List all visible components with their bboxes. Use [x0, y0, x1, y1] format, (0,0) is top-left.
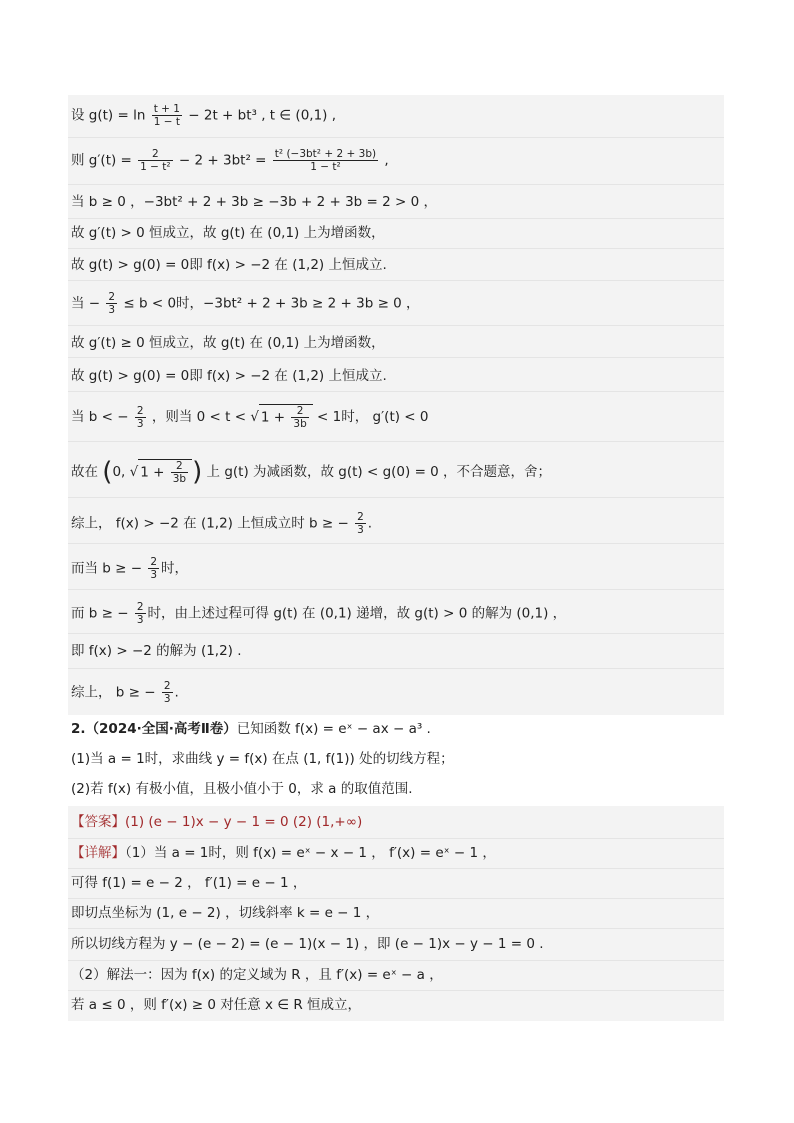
- detail-line-5: （2）解法一：因为 f(x) 的定义域为 R ，且 f′(x) = eˣ − a ，: [71, 967, 443, 983]
- fraction: [355, 511, 366, 536]
- solution-line-4: 故 g′(t) > 0 恒成立，故 g(t) 在 (0,1) 上为增函数，: [71, 225, 385, 241]
- numerator: t + 1: [153, 103, 180, 115]
- problem-2-stem: [71, 720, 431, 738]
- numerator: 2: [136, 404, 144, 417]
- text: − 2 + 3bt² =: [174, 152, 271, 169]
- solution-line-10: [71, 459, 551, 485]
- paren: (: [102, 457, 113, 487]
- text: 综上， b ≥ −: [71, 684, 160, 701]
- fraction: [148, 556, 159, 581]
- text: 综上， f(x) > −2 在 (1,2) 上恒成立时 b ≥ −: [71, 515, 354, 532]
- divider: [68, 184, 724, 185]
- text: ，则当 0 < t <: [147, 409, 251, 425]
- text: （1）当 a = 1时，则 f(x) = eˣ − x − 1 ， f′(x) = eˣ − 1 ，: [125, 845, 496, 861]
- detail-line-6: 若 a ≤ 0 ，则 f′(x) ≥ 0 对任意 x ∈ R 恒成立，: [71, 997, 362, 1013]
- text: 上 g(t) 为减函数，故 g(t) < g(0) = 0 ，不合题意，舍；: [202, 464, 552, 480]
- denominator: 3: [136, 614, 144, 626]
- sqrt-sign: √: [250, 409, 259, 425]
- fraction: [291, 405, 308, 430]
- answer-tag: 【答案】: [71, 814, 125, 830]
- detail-line-3: 即切点坐标为 (1, e − 2) ，切线斜率 k = e − 1 ，: [71, 905, 380, 921]
- sqrt: [259, 404, 313, 430]
- denominator: 3: [357, 524, 364, 536]
- divider: [68, 497, 724, 498]
- solution-line-12: [71, 556, 188, 581]
- text: 设 g(t) = ln: [71, 107, 150, 124]
- divider: [68, 218, 724, 219]
- divider: [68, 633, 724, 634]
- fraction: [106, 291, 117, 316]
- denominator: 3: [136, 417, 144, 430]
- text: 1 +: [140, 464, 169, 481]
- numerator: 2: [138, 148, 172, 161]
- divider: [68, 960, 724, 961]
- solution-line-11: [71, 511, 372, 536]
- divider: [68, 357, 724, 358]
- numerator: 2: [357, 511, 364, 523]
- solution-line-2: [71, 148, 389, 173]
- divider: [68, 898, 724, 899]
- text: 时，由上述过程可得 g(t) 在 (0,1) 递增，故 g(t) > 0 的解为 (0,1) ，: [147, 605, 567, 622]
- text: ,: [380, 152, 389, 169]
- numerator: 2: [108, 291, 116, 303]
- sqrt-sign: √: [129, 464, 139, 480]
- denominator: 3: [150, 569, 158, 581]
- text: − 2t + bt³ , t ∈ (0,1) ,: [183, 107, 337, 124]
- divider: [68, 137, 724, 138]
- text: 则 g′(t) =: [71, 152, 137, 169]
- text: 而 b ≥ −: [71, 605, 133, 622]
- text: 故在: [71, 464, 103, 480]
- divider: [68, 928, 724, 929]
- fraction: [162, 680, 173, 705]
- solution-line-6: [71, 291, 420, 316]
- divider: [68, 990, 724, 991]
- denominator: 3: [108, 304, 116, 316]
- divider: [68, 391, 724, 392]
- paren: ): [192, 457, 203, 487]
- text: .: [367, 515, 373, 532]
- text: 而当 b ≥ −: [71, 560, 147, 577]
- denominator: 1 − t²: [140, 161, 171, 173]
- divider: [68, 589, 724, 590]
- fraction: [171, 460, 188, 485]
- fraction: [138, 148, 172, 173]
- divider: [68, 248, 724, 249]
- answer-line: [71, 813, 362, 831]
- solution-line-8: 故 g(t) > g(0) = 0即 f(x) > −2 在 (1,2) 上恒成立.: [71, 368, 387, 384]
- detail-tag: 【详解】: [71, 845, 125, 861]
- fraction: [273, 148, 378, 173]
- text: 时，: [161, 560, 189, 577]
- problem-source: （2024·全国·高考Ⅱ卷）: [85, 721, 237, 737]
- divider: [68, 441, 724, 442]
- numerator: t² (−3bt² + 2 + 3b): [274, 148, 377, 160]
- detail-line-2: 可得 f(1) = e − 2 ， f′(1) = e − 1 ，: [71, 875, 307, 891]
- solution-line-1: [71, 103, 336, 128]
- problem-2-part-1: (1)当 a = 1时，求曲线 y = f(x) 在点 (1, f(1)) 处的切线方程；: [71, 751, 454, 767]
- divider: [68, 668, 724, 669]
- solution-line-7: 故 g′(t) ≥ 0 恒成立，故 g(t) 在 (0,1) 上为增函数，: [71, 335, 385, 351]
- numerator: 2: [136, 601, 144, 613]
- text: ≤ b < 0时，−3bt² + 2 + 3b ≥ 2 + 3b ≥ 0 ，: [119, 295, 420, 312]
- numerator: 2: [171, 460, 188, 473]
- text: 当 −: [71, 295, 105, 312]
- divider: [68, 325, 724, 326]
- denominator: 3b: [172, 473, 187, 485]
- solution-line-3: 当 b ≥ 0 ，−3bt² + 2 + 3b ≥ −3b + 2 + 3b = 2 > 0 ，: [71, 194, 438, 210]
- numerator: 2: [291, 405, 308, 418]
- solution-line-13: [71, 601, 566, 626]
- solution-line-9: [71, 404, 429, 430]
- solution-line-14: 即 f(x) > −2 的解为 (1,2) .: [71, 643, 242, 659]
- divider: [68, 868, 724, 869]
- detail-line-1: [71, 844, 496, 862]
- sqrt: [138, 459, 192, 485]
- fraction: [152, 103, 182, 128]
- denominator: 3b: [293, 418, 307, 430]
- solution-line-5: 故 g(t) > g(0) = 0即 f(x) > −2 在 (1,2) 上恒成立.: [71, 257, 387, 273]
- divider: [68, 543, 724, 544]
- text: .: [174, 684, 179, 701]
- detail-line-4: 所以切线方程为 y − (e − 2) = (e − 1)(x − 1) ，即 (e − 1)x − y − 1 = 0 .: [71, 936, 544, 952]
- problem-2-part-2: (2)若 f(x) 有极小值，且极小值小于 0，求 a 的取值范围.: [71, 781, 413, 797]
- denominator: 1 − t²: [310, 161, 341, 173]
- problem-text: 已知函数 f(x) = eˣ − ax − a³ .: [236, 721, 431, 737]
- divider: [68, 838, 724, 839]
- answer-text: (1) (e − 1)x − y − 1 = 0 (2) (1,+∞): [125, 814, 363, 830]
- denominator: 1 − t: [153, 116, 180, 128]
- numerator: 2: [163, 680, 171, 692]
- denominator: 3: [163, 693, 171, 705]
- problem-number: 2.: [71, 721, 86, 737]
- numerator: 2: [150, 556, 158, 568]
- text: 当 b < −: [71, 409, 133, 425]
- text: 1 +: [260, 409, 290, 426]
- text: < 1时， g′(t) < 0: [312, 409, 429, 425]
- fraction: [135, 601, 146, 626]
- fraction: [135, 405, 146, 430]
- text: 0,: [112, 464, 130, 480]
- solution-line-15: [71, 680, 179, 705]
- divider: [68, 280, 724, 281]
